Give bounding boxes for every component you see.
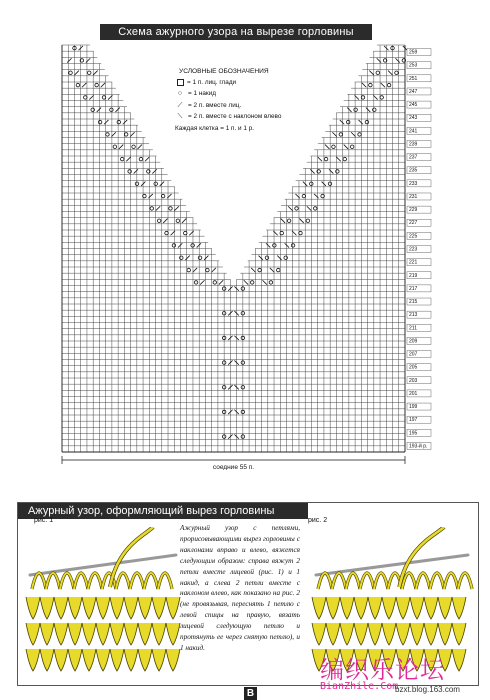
row-label: 247 — [409, 88, 418, 95]
watermark-logo-text: 编织乐论坛 — [320, 656, 445, 684]
row-label: 231 — [409, 193, 418, 200]
row-label: 253 — [409, 62, 418, 69]
row-label: 209 — [409, 338, 418, 345]
page-letter-badge: В — [244, 687, 257, 700]
chart-legend — [175, 66, 325, 134]
blog-url: bzxt.blog.163.com — [395, 685, 460, 694]
legend-item-knit: = 1 п. лиц. глади — [175, 77, 325, 88]
row-label: 259 — [409, 49, 418, 56]
ssk-icon: ⟍ — [177, 112, 183, 120]
k2tog-icon: ⟋ — [177, 101, 183, 109]
pattern-description: Ажурный узор с петлями, прорисовывающими вырез горловины с наклонами вправо и влево, вяжется следующим образом: справа вяжут 2 петли вместе лицевой (рис. 1) и 1 накид, а слева 2 петли вместе с наклоном влево, как показано на рис. 2 (не провязывая, переснять 1 петлю с левой спицы на правую, вязать лицевой следующую петлю и протянуть ее через снятую петлю), и 1 накид. — [180, 524, 300, 652]
row-label: 243 — [409, 115, 418, 122]
legend-item-ssk: ⟍ = 2 п. вместе с наклоном влево — [175, 111, 325, 122]
row-label: 223 — [409, 246, 418, 253]
row-label: 237 — [409, 154, 418, 161]
knit-stitch-icon — [177, 79, 184, 86]
row-label: 217 — [409, 285, 418, 292]
chart-title: Схема ажурного узора на вырезе горловины — [100, 24, 372, 40]
legend-item-k2tog: ⟋ = 2 п. вместе лиц. — [175, 100, 325, 111]
row-label: 235 — [409, 167, 418, 174]
row-label: 213 — [409, 312, 418, 319]
row-label: 233 — [409, 180, 418, 187]
row-label: 195 — [409, 430, 418, 437]
width-label: соедние 55 п. — [212, 464, 255, 470]
row-label: 199 — [409, 404, 418, 411]
figure-1-label: рис. 1 — [34, 517, 54, 524]
row-label: 197 — [409, 417, 418, 424]
figure-2-label: рис. 2 — [308, 517, 328, 524]
row-label: 221 — [409, 259, 418, 266]
row-label: 225 — [409, 233, 418, 240]
figure-1-illustration — [22, 527, 182, 677]
row-label: 203 — [409, 377, 418, 384]
row-label: 245 — [409, 102, 418, 109]
row-label: 207 — [409, 351, 418, 358]
row-label: 239 — [409, 141, 418, 148]
row-label: 229 — [409, 207, 418, 214]
row-label: 215 — [409, 299, 418, 306]
row-label: 201 — [409, 390, 418, 397]
legend-note: Каждая клетка = 1 п. и 1 р. — [175, 125, 255, 133]
section-title: Ажурный узор, оформляющий вырез горловины — [18, 503, 308, 519]
row-label: 227 — [409, 220, 418, 227]
watermark-url: BianZhile.Com — [320, 681, 399, 692]
legend-header: УСЛОВНЫЕ ОБОЗНАЧЕНИЯ — [179, 68, 269, 75]
yarn-over-icon: ○ — [177, 90, 183, 98]
row-label: 241 — [409, 128, 418, 135]
legend-item-yarnover: ○ = 1 накид — [175, 88, 325, 99]
row-label: 193-й р. — [409, 443, 428, 450]
row-label: 219 — [409, 272, 418, 279]
row-label: 211 — [409, 325, 417, 332]
row-label: 251 — [409, 75, 418, 82]
row-label: 205 — [409, 364, 418, 371]
